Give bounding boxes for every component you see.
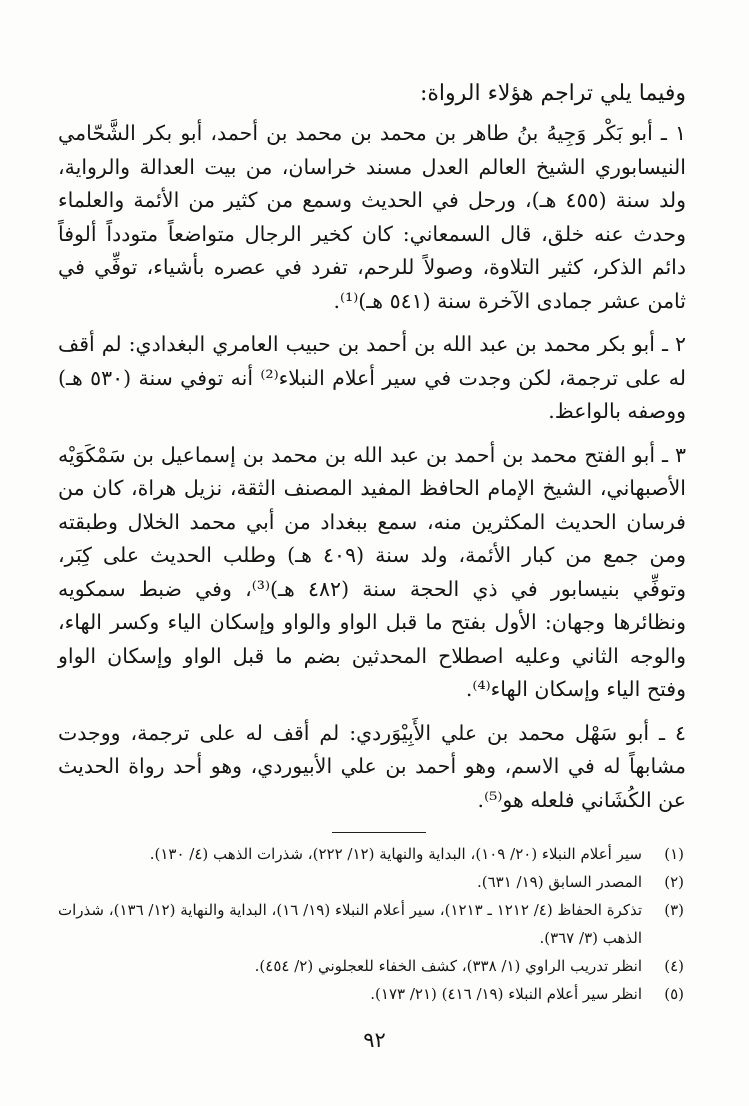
footnote-number: (١) <box>664 845 684 863</box>
footnote-text: المصدر السابق (١٩/ ٦٣١). <box>476 873 642 891</box>
footnote-text: انظر سير أعلام النبلاء (١٩/ ٤١٦) (٢١/ ١٧٣). <box>370 985 642 1003</box>
footnote <box>58 980 684 1008</box>
main-text <box>58 80 686 827</box>
entry-4: ٤ ـ أبو سَهْل محمد بن علي الأَبِيْوَردي: لم أقف له على ترجمة، ووجدت مشابهاً له في الاسم، وهو أحمد بن علي الأبيوردي، وهو أحد رواة الحديث عن الكُشَاني فلعله هو⁽⁵⁾. <box>58 720 686 812</box>
page-number: ٩٢ <box>363 1028 386 1052</box>
footnote <box>58 840 684 868</box>
entry-3: ٣ ـ أبو الفتح محمد بن أحمد بن عبد الله بن محمد بن إسماعيل بن سَمْكَوَيْه الأصبهاني، الشيخ الإمام الحافظ المفيد المصنف الثقة، نزيل هراة، كان من فرسان الحديث المكثرين منه، سمع ببغداد من أبي محمد الخلال وطبقته ومن جمع من كبار الأئمة، ولد سنة (٤٠٩ هـ) وطلب الحديث على كِبَر، وتوفِّي بنيسابور في ذي الحجة سنة (٤٨٢ هـ)⁽³⁾، وفي ضبط سمكويه ونظائرها وجهان: الأول بفتح ما قبل الواو والواو وإسكان الياء وكسر الهاء، والوجه الثاني وعليه اصطلاح المحدثين بضم ما قبل الواو وإسكان الواو وفتح الياء وإسكان الهاء⁽⁴⁾. <box>58 442 686 701</box>
footnote-number: (٣) <box>664 901 684 919</box>
footnote-number: (٤) <box>664 957 684 975</box>
footnote-separator <box>332 832 426 833</box>
footnote-text: انظر تدريب الراوي (١/ ٣٣٨)، كشف الخفاء للعجلوني (٢/ ٤٥٤). <box>254 957 642 975</box>
entry-1: ١ ـ أبو بَكْر وَجِيهُ بنُ طاهر بن محمد بن محمد بن أحمد، أبو بكر الشَّحّامي النيسابوري الشيخ العالم العدل مسند خراسان، من بيت العدالة والرواية، ولد سنة (٤٥٥ هـ)، ورحل في الحديث وسمع من كثير من الأئمة والعلماء وحدث عنه خلق، قال السمعاني: كان كخير الرجال متواضعاً متودداً ألوفاً دائم الذكر، كثير التلاوة، وصولاً للرحم، تفرد في عصره بأشياء، توفِّي في ثامن عشر جمادى الآخرة سنة (٥٤١ هـ)⁽¹⁾. <box>58 121 686 313</box>
footnote-number: (٢) <box>664 873 684 891</box>
footnote-text: سير أعلام النبلاء (٢٠/ ١٠٩)، البداية والنهاية (١٢/ ٢٢٢)، شذرات الذهب (٤/ ١٣٠). <box>149 845 642 863</box>
entry-2: ٢ ـ أبو بكر محمد بن عبد الله بن أحمد بن حبيب العامري البغدادي: لم أقف له على ترجمة، لكن وجدت في سير أعلام النبلاء⁽²⁾ أنه توفي سنة (٥٣٠ هـ) ووصفه بالواعظ. <box>58 332 686 423</box>
footnotes <box>58 840 684 1008</box>
footnote-text: تذكرة الحفاظ (٤/ ١٢١٢ ـ ١٢١٣)، سير أعلام النبلاء (١٩/ ١٦)، البداية والنهاية (١٢/ ١٣٦)، شذرات الذهب (٣/ ٣٦٧). <box>58 901 643 947</box>
intro-line: وفيما يلي تراجم هؤلاء الرواة: <box>419 81 686 106</box>
footnote <box>58 868 684 896</box>
footnote-number: (٥) <box>664 985 684 1003</box>
footnote <box>58 952 684 980</box>
footnote <box>58 896 684 952</box>
